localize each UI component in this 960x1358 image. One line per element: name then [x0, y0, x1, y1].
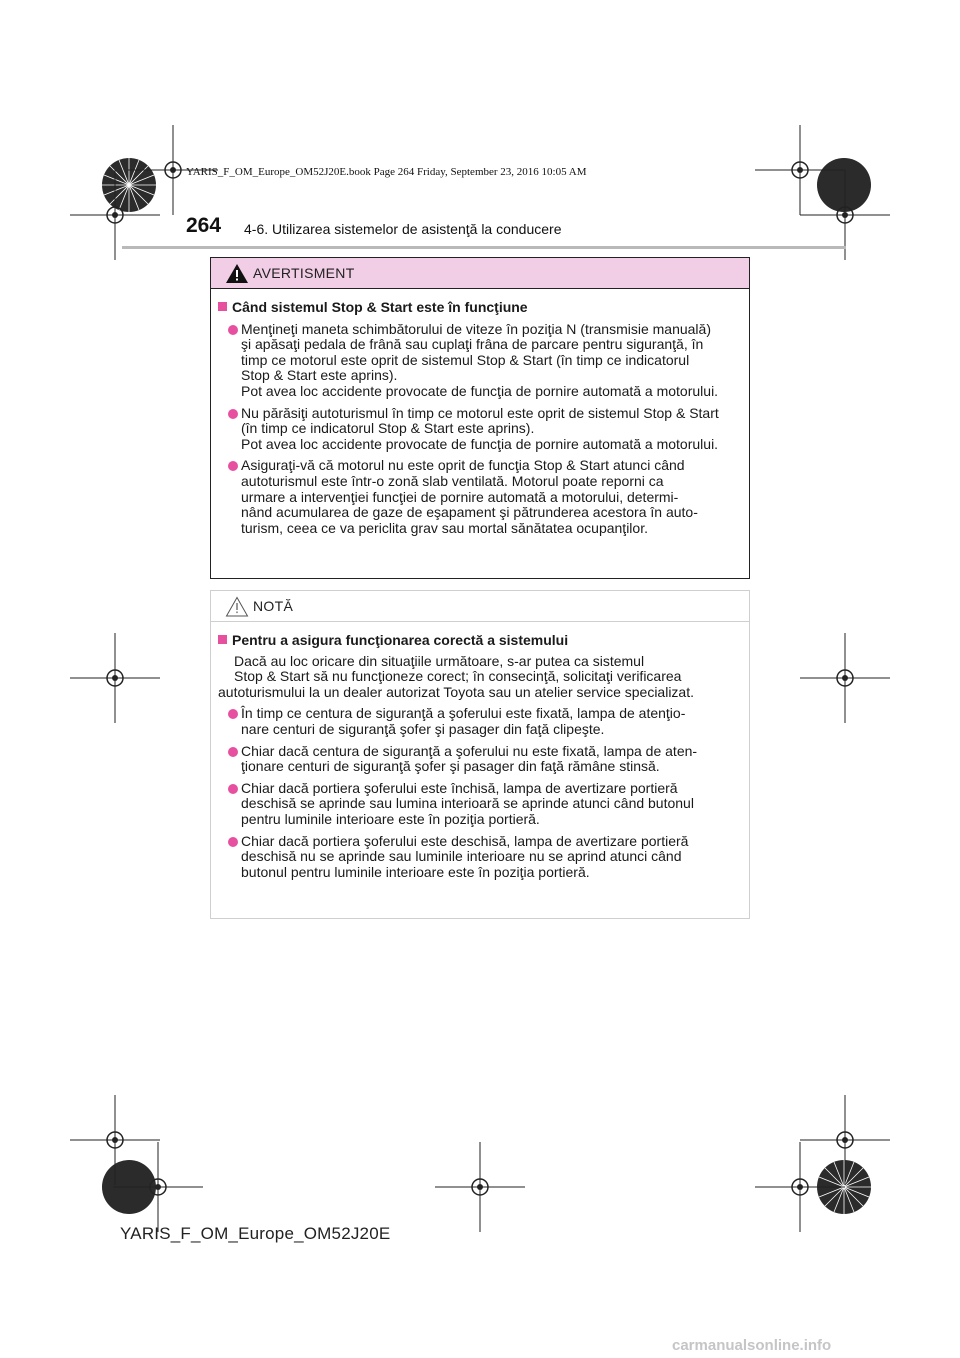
- text-line: şi apăsaţi pedala de frână sau cuplaţi frâna de parcare pentru siguranţă, în: [241, 336, 704, 353]
- warning-body: [211, 289, 749, 536]
- text-line: Pot avea loc accidente provocate de funcţia de pornire automată a motorului.: [241, 382, 719, 399]
- circle-bullet-icon: [228, 747, 238, 757]
- page-number: 264: [186, 214, 222, 237]
- text-line: Asiguraţi-vă că motorul nu este oprit de funcţia Stop & Start atunci când: [241, 457, 685, 474]
- text-line: Chiar dacă portiera şoferului este deschisă, lampa de avertizare portieră: [241, 832, 689, 849]
- print-info: YARIS_F_OM_Europe_OM52J20E.book Page 264 Friday, September 23, 2016 10:05 AM: [186, 166, 587, 178]
- crosshair-mark-icon: [70, 633, 160, 723]
- square-bullet-icon: [218, 302, 227, 311]
- text-line: Menţineţi maneta schimbătorului de viteze în poziţia N (transmisie manuală): [241, 320, 711, 337]
- note-bullet: [218, 744, 743, 775]
- note-box: [210, 590, 750, 919]
- text-line: Chiar dacă centura de siguranţă a şoferului nu este fixată, lampa de aten-: [241, 742, 698, 759]
- warning-label: AVERTISMENT: [253, 265, 355, 281]
- note-header: [211, 591, 749, 622]
- text-line: Pot avea loc accidente provocate de funcţia de pornire automată a motorului.: [241, 435, 719, 452]
- warning-bullet: [218, 406, 743, 453]
- circle-bullet-icon: [228, 409, 238, 419]
- note-body: [211, 622, 749, 880]
- text-line: Stop & Start este aprins).: [241, 367, 398, 384]
- text-line: urmare a intervenţiei funcţiei de pornire automată a motorului, determi-: [241, 488, 679, 505]
- warning-subhead-text: Când sistemul Stop & Start este în funcţiune: [232, 299, 528, 315]
- watermark: carmanualsonline.info: [672, 1337, 832, 1354]
- note-subhead-text: Pentru a asigura funcţionarea corectă a sistemului: [232, 632, 569, 648]
- text-line: deschisă nu se aprinde sau luminile interioare nu se aprind atunci când: [241, 848, 682, 865]
- text-line: pentru luminile interioare este în poziţia portieră.: [241, 810, 540, 827]
- circle-bullet-icon: [228, 709, 238, 719]
- warning-header: [211, 258, 749, 289]
- crosshair-mark-icon: [113, 1142, 203, 1232]
- text-line: (în timp ce indicatorul Stop & Start este aprins).: [241, 420, 535, 437]
- note-bullet: [218, 781, 743, 828]
- text-line: Nu părăsiţi autoturismul în timp ce motorul este oprit de sistemul Stop & Start: [241, 404, 719, 421]
- circle-bullet-icon: [228, 325, 238, 335]
- header-rule: [122, 246, 846, 249]
- warning-bullet: [218, 458, 743, 536]
- crosshair-mark-icon: [755, 1142, 845, 1232]
- text-line: autoturismul este într-o zonă slab ventilată. Motorul poate reporni ca: [241, 472, 664, 489]
- caution-triangle-icon: [225, 596, 249, 617]
- text-line: Stop & Start să nu funcţioneze corect; în consecinţă, solicitaţi verificarea: [234, 668, 682, 685]
- text-line: ţionare centuri de siguranţă şofer şi pasager din faţă rămâne stinsă.: [241, 758, 660, 775]
- text-line: Chiar dacă portiera şoferului este închisă, lampa de avertizare portieră: [241, 779, 678, 796]
- note-subhead: [218, 633, 743, 649]
- note-bullet: [218, 706, 743, 737]
- text-line: nare centuri de siguranţă şofer şi pasager din faţă clipeşte.: [241, 720, 605, 737]
- text-line: Dacă au loc oricare din situaţiile următoare, s-ar putea ca sistemul: [234, 652, 645, 669]
- warning-subhead: [218, 300, 743, 316]
- text-line: deschisă se aprinde sau lumina interioară se aprinde atunci când butonul: [241, 795, 694, 812]
- circle-bullet-icon: [228, 837, 238, 847]
- text-line: nând acumularea de gaze de eşapament şi pătrunderea acestora în auto-: [241, 504, 698, 521]
- note-bullet: [218, 834, 743, 881]
- text-line: turism, ceea ce va periclita grav sau mortal sănătatea ocupanţilor.: [241, 519, 648, 536]
- text-line: În timp ce centura de siguranţă a şoferului este fixată, lampa de atenţio-: [241, 705, 686, 722]
- text-line: timp ce motorul este oprit de sistemul Stop & Start (în timp ce indicatorul: [241, 351, 690, 368]
- warning-box: [210, 257, 750, 579]
- warning-triangle-icon: [225, 263, 249, 284]
- note-label: NOTĂ: [253, 598, 294, 614]
- circle-bullet-icon: [228, 784, 238, 794]
- text-line: butonul pentru luminile interioare este în poziţia portieră.: [241, 863, 590, 880]
- note-intro: [218, 654, 743, 701]
- section-title: 4-6. Utilizarea sistemelor de asistenţă la conducere: [244, 221, 562, 237]
- crosshair-mark-icon: [435, 1142, 525, 1232]
- text-line: autoturismului la un dealer autorizat Toyota sau un atelier service specializat.: [218, 683, 694, 700]
- crosshair-mark-icon: [800, 633, 890, 723]
- warning-bullet: [218, 322, 743, 400]
- circle-bullet-icon: [228, 461, 238, 471]
- document-code: YARIS_F_OM_Europe_OM52J20E: [120, 1224, 391, 1243]
- square-bullet-icon: [218, 635, 227, 644]
